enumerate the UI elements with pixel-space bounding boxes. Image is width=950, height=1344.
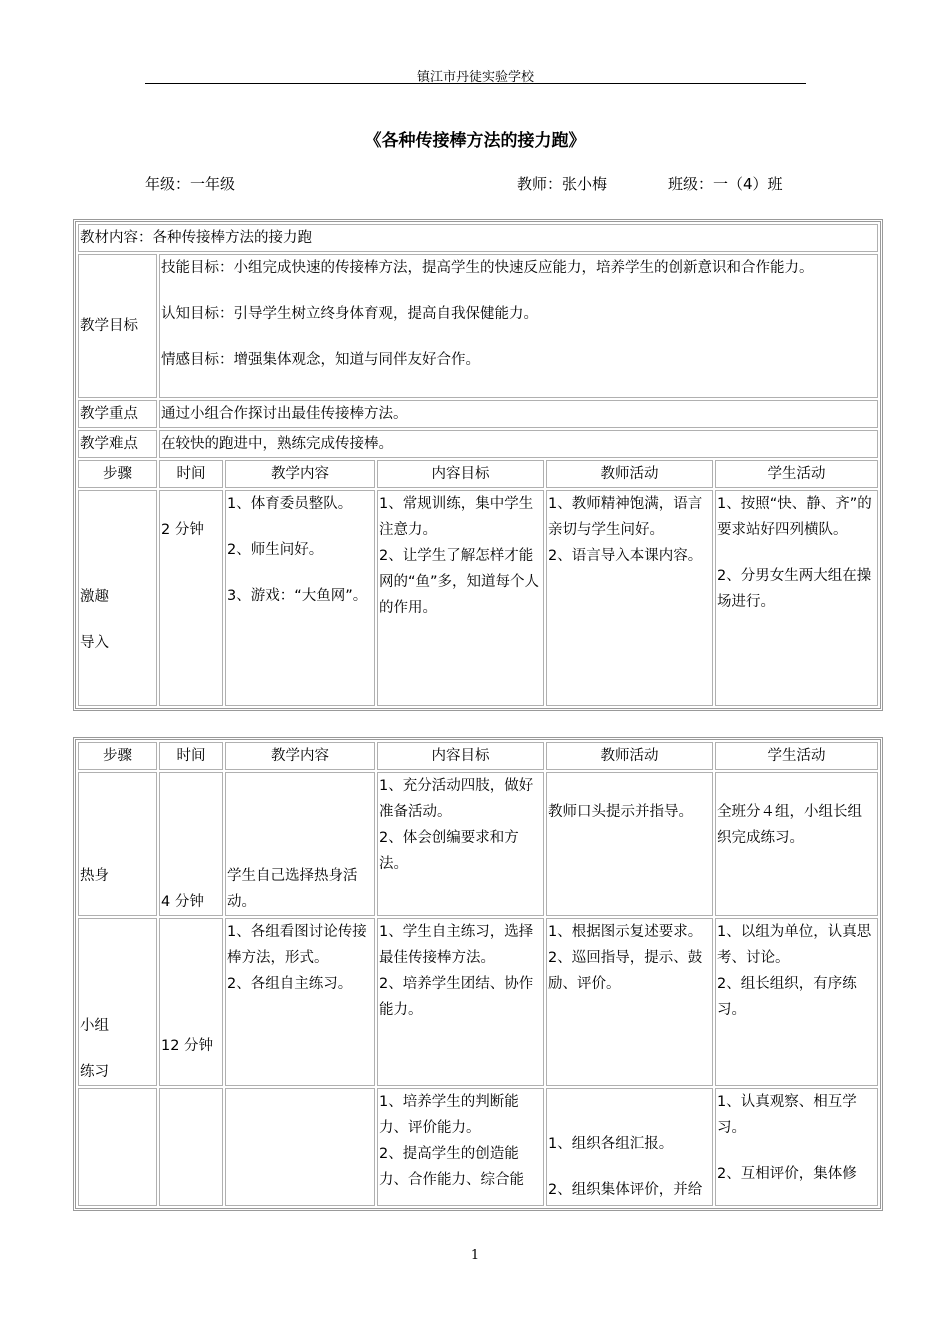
difficulty-cell: 在较快的跑进中，熟练完成传接棒。 (159, 430, 878, 458)
intro-content-1: 1、体育委员整队。 (227, 496, 353, 512)
teacher-label: 教师：张小梅 (517, 175, 608, 193)
group-goal-1: 1、学生自主练习，选择最佳传接棒方法。 (379, 924, 534, 966)
objective-cognitive: 认知目标：引导学生树立终身体育观，提高自我保健能力。 (161, 306, 538, 322)
col-header-time: 时间 (159, 460, 223, 488)
intro-content-cell (225, 490, 375, 706)
show-step-cell (78, 1088, 157, 1206)
show-goal-2: 2、提高学生的创造能力、合作能力、综合能 (379, 1146, 524, 1188)
warmup-goal-1: 1、充分活动四肢，做好准备活动。 (379, 778, 534, 820)
warmup-teacher-cell (546, 772, 713, 916)
show-teacher-2: 2、组织集体评价，并给 (548, 1182, 703, 1198)
group-step-cell (78, 918, 157, 1086)
intro-teacher-cell (546, 490, 713, 706)
show-goal-1: 1、培养学生的判断能力、评价能力。 (379, 1094, 519, 1136)
page-number: 1 (470, 1248, 480, 1263)
warmup-student-cell (715, 772, 878, 916)
group-teacher-1: 1、根据图示复述要求。 (548, 924, 703, 940)
group-content-1: 1、各组看图讨论传接棒方法，形式。 (227, 924, 367, 966)
objectives-label: 教学目标 (78, 254, 157, 398)
show-teacher-1: 1、组织各组汇报。 (548, 1136, 674, 1152)
warmup-time-cell (159, 772, 223, 916)
col-header-time: 时间 (159, 742, 223, 770)
class-label: 班级：一（4）班 (668, 175, 783, 193)
intro-teacher-1: 1、教师精神饱满，语言亲切与学生问好。 (548, 496, 703, 538)
show-goal-cell (377, 1088, 544, 1206)
intro-content-2: 2、师生问好。 (227, 542, 324, 558)
col-header-content: 教学内容 (225, 460, 375, 488)
group-teacher-cell (546, 918, 713, 1086)
difficulty-label: 教学难点 (78, 430, 157, 458)
col-header-step: 步骤 (78, 742, 157, 770)
warmup-content: 学生自己选择热身活动。 (227, 868, 358, 910)
col-header-teacher: 教师活动 (546, 460, 713, 488)
warmup-step: 热身 (80, 868, 109, 884)
col-header-teacher: 教师活动 (546, 742, 713, 770)
material-cell: 教材内容：各种传接棒方法的接力跑 (78, 224, 878, 252)
grade-label: 年级：一年级 (145, 175, 236, 193)
focus-cell: 通过小组合作探讨出最佳传接棒方法。 (159, 400, 878, 428)
warmup-content-cell (225, 772, 375, 916)
group-step-a: 小组 (80, 1018, 109, 1034)
warmup-goal-2: 2、体会创编要求和方法。 (379, 830, 519, 872)
col-header-student: 学生活动 (715, 742, 878, 770)
lesson-plan-table-1 (73, 219, 883, 711)
intro-student-2: 2、分男女生两大组在操场进行。 (717, 568, 872, 610)
intro-student-cell (715, 490, 878, 706)
focus-label: 教学重点 (78, 400, 157, 428)
group-student-2: 2、组长组织，有序练习。 (717, 976, 857, 1018)
group-time: 12 分钟 (161, 1038, 214, 1054)
group-student-cell (715, 918, 878, 1086)
objective-skill: 技能目标：小组完成快速的传接棒方法，提高学生的快速反应能力，培养学生的创新意识和合作能力。 (161, 260, 814, 276)
show-content-cell (225, 1088, 375, 1206)
group-content-2: 2、各组自主练习。 (227, 976, 353, 992)
col-header-step: 步骤 (78, 460, 157, 488)
group-time-cell (159, 918, 223, 1086)
show-student-2: 2、互相评价，集体修 (717, 1166, 857, 1182)
objective-affective: 情感目标：增强集体观念，知道与同伴友好合作。 (161, 352, 480, 368)
intro-step-b: 导入 (80, 635, 109, 651)
intro-step-a: 激趣 (80, 589, 109, 605)
warmup-goal-cell (377, 772, 544, 916)
group-goal-2: 2、培养学生团结、协作能力。 (379, 976, 534, 1018)
intro-goal-1: 1、常规训练，集中学生注意力。 (379, 496, 534, 538)
intro-time: 2 分钟 (161, 522, 204, 538)
intro-time-cell (159, 490, 223, 706)
intro-teacher-2: 2、语言导入本课内容。 (548, 548, 703, 564)
intro-goal-cell (377, 490, 544, 706)
intro-step-cell (78, 490, 157, 706)
warmup-student: 全班分４组，小组长组织完成练习。 (717, 804, 862, 846)
intro-goal-2: 2、让学生了解怎样才能网的“鱼”多，知道每个人的作用。 (379, 548, 540, 616)
group-content-cell (225, 918, 375, 1086)
header-rule (145, 83, 806, 84)
objectives-cell (159, 254, 878, 398)
col-header-goal: 内容目标 (377, 742, 544, 770)
group-step-b: 练习 (80, 1064, 109, 1080)
show-student-cell (715, 1088, 878, 1206)
lesson-title: 《各种传接棒方法的接力跑》 (364, 131, 586, 151)
show-student-1: 1、认真观察、相互学习。 (717, 1094, 857, 1136)
intro-student-1: 1、按照“快、静、齐”的要求站好四列横队。 (717, 496, 872, 538)
group-student-1: 1、以组为单位，认真思考、讨论。 (717, 924, 872, 966)
warmup-step-cell (78, 772, 157, 916)
intro-content-3: 3、游戏：“大鱼网”。 (227, 588, 368, 604)
group-teacher-2: 2、巡回指导，提示、鼓励、评价。 (548, 950, 703, 992)
col-header-student: 学生活动 (715, 460, 878, 488)
group-goal-cell (377, 918, 544, 1086)
school-header: 镇江市丹徒实验学校 (416, 70, 534, 85)
show-time-cell (159, 1088, 223, 1206)
show-teacher-cell (546, 1088, 713, 1206)
warmup-teacher: 教师口头提示并指导。 (548, 804, 693, 820)
lesson-plan-table-2 (73, 737, 883, 1211)
warmup-time: 4 分钟 (161, 894, 204, 910)
col-header-goal: 内容目标 (377, 460, 544, 488)
col-header-content: 教学内容 (225, 742, 375, 770)
